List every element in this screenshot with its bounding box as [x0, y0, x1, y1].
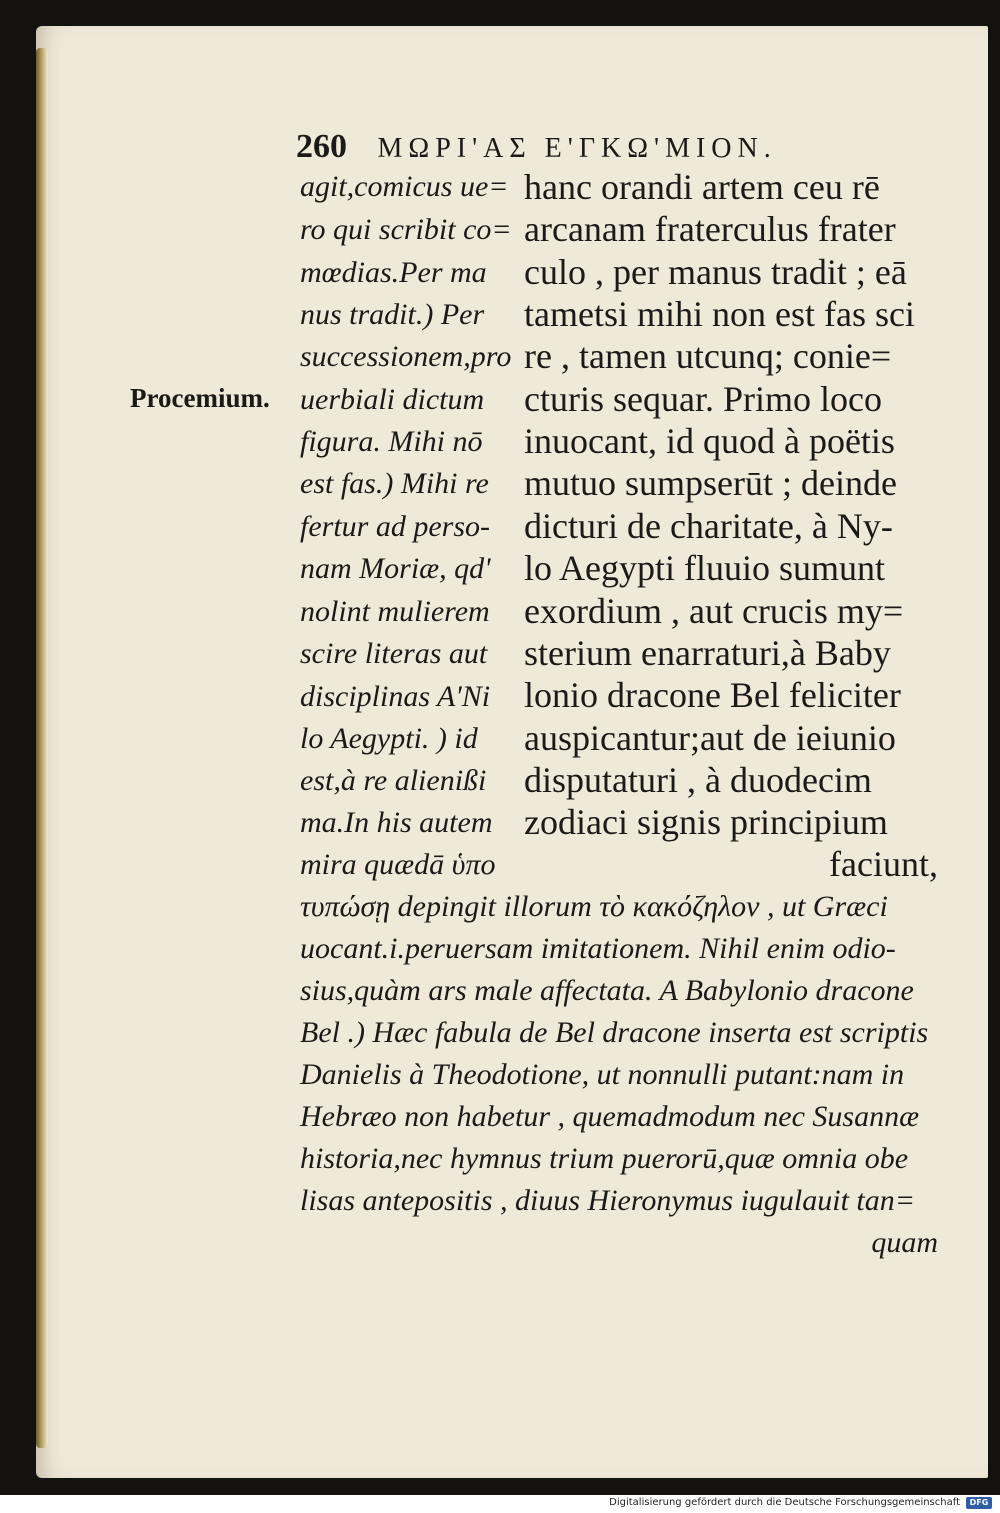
note-line: agit,comicus ue=: [300, 170, 509, 203]
main-line: hanc orandi artem ceu rē: [524, 167, 880, 207]
main-line: culo , per manus tradit ; eā: [524, 252, 907, 292]
note-line: ro qui scribit co=: [300, 213, 512, 246]
page-edge: [36, 48, 48, 1448]
note-line: successionem,pro: [300, 340, 512, 373]
note-line: figura. Mihi nō: [300, 425, 483, 458]
note-line: uerbiali dictum: [300, 383, 485, 416]
note-line: lo Aegypti. ) id: [300, 722, 478, 755]
commentary-line: Hebræo non habetur , quemadmodum nec Susannæ: [300, 1100, 920, 1133]
main-line: cturis sequar. Primo loco: [524, 379, 882, 419]
main-line: sterium enarraturi,à Baby: [524, 633, 891, 673]
note-line: scire literas aut: [300, 637, 488, 670]
note-line: nam Moriæ, qd': [300, 552, 491, 585]
margin-note: Procemium.: [130, 383, 270, 413]
main-line: re , tamen utcunq; conie=: [524, 336, 892, 376]
commentary-line: historia,nec hymnus trium puerorū,quæ omnia obe: [300, 1142, 909, 1175]
running-title: ΜΩΡΙ'ΑΣ Ε'ΓΚΩ'ΜΙΟΝ.: [377, 133, 777, 164]
main-line: inuocant, id quod à poëtis: [524, 421, 895, 461]
note-line: nolint mulierem: [300, 595, 490, 628]
note-line: mœdias.Per ma: [300, 256, 487, 289]
main-line: tametsi mihi non est fas sci: [524, 294, 915, 334]
note-line: mira quædā ὑπο: [300, 848, 496, 881]
main-line: lonio dracone Bel feliciter: [524, 675, 901, 715]
note-line: fertur ad perso-: [300, 510, 490, 543]
note-line: ma.In his autem: [300, 806, 493, 839]
main-line: faciunt,: [829, 844, 938, 884]
main-line: mutuo sumpserūt ; deinde: [524, 463, 897, 503]
main-line: disputaturi , à duodecim: [524, 760, 872, 800]
commentary-line: sius,quàm ars male affectata. A Babylonio dracone: [300, 974, 914, 1007]
commentary-line: Danielis à Theodotione, ut nonnulli putant:nam in: [300, 1058, 905, 1091]
main-line: arcanam fraterculus frater: [524, 209, 896, 249]
main-line: dicturi de charitate, à Ny-: [524, 506, 893, 546]
commentary-line: τυπώσῃ depingit illorum τὸ κακόζηλον , ut Græci: [300, 890, 888, 923]
note-line: est,à re alienißi: [300, 764, 487, 797]
main-line: auspicantur;aut de ieiunio: [524, 718, 896, 758]
commentary-line: uocant.i.peruersam imitationem. Nihil enim odio-: [300, 932, 896, 965]
commentary-line: Bel .) Hæc fabula de Bel dracone inserta est scriptis: [300, 1016, 929, 1049]
dfg-logo: DFG: [966, 1497, 992, 1509]
main-line: exordium , aut crucis my=: [524, 591, 904, 631]
main-line: lo Aegypti fluuio sumunt: [524, 548, 886, 588]
commentary-line: lisas antepositis , diuus Hieronymus iugulauit tan=: [300, 1184, 915, 1217]
page-number: 260: [296, 128, 347, 165]
main-line: zodiaci signis principium: [524, 802, 888, 842]
commentary-line: quam: [871, 1226, 938, 1259]
digitization-credit: Digitalisierung gefördert durch die Deutsche Forschungsgemeinschaft: [609, 1497, 960, 1508]
note-line: disciplinas A'Ni: [300, 680, 491, 713]
note-line: est fas.) Mihi re: [300, 467, 489, 500]
note-line: nus tradit.) Per: [300, 298, 485, 331]
page-header: [296, 128, 777, 166]
